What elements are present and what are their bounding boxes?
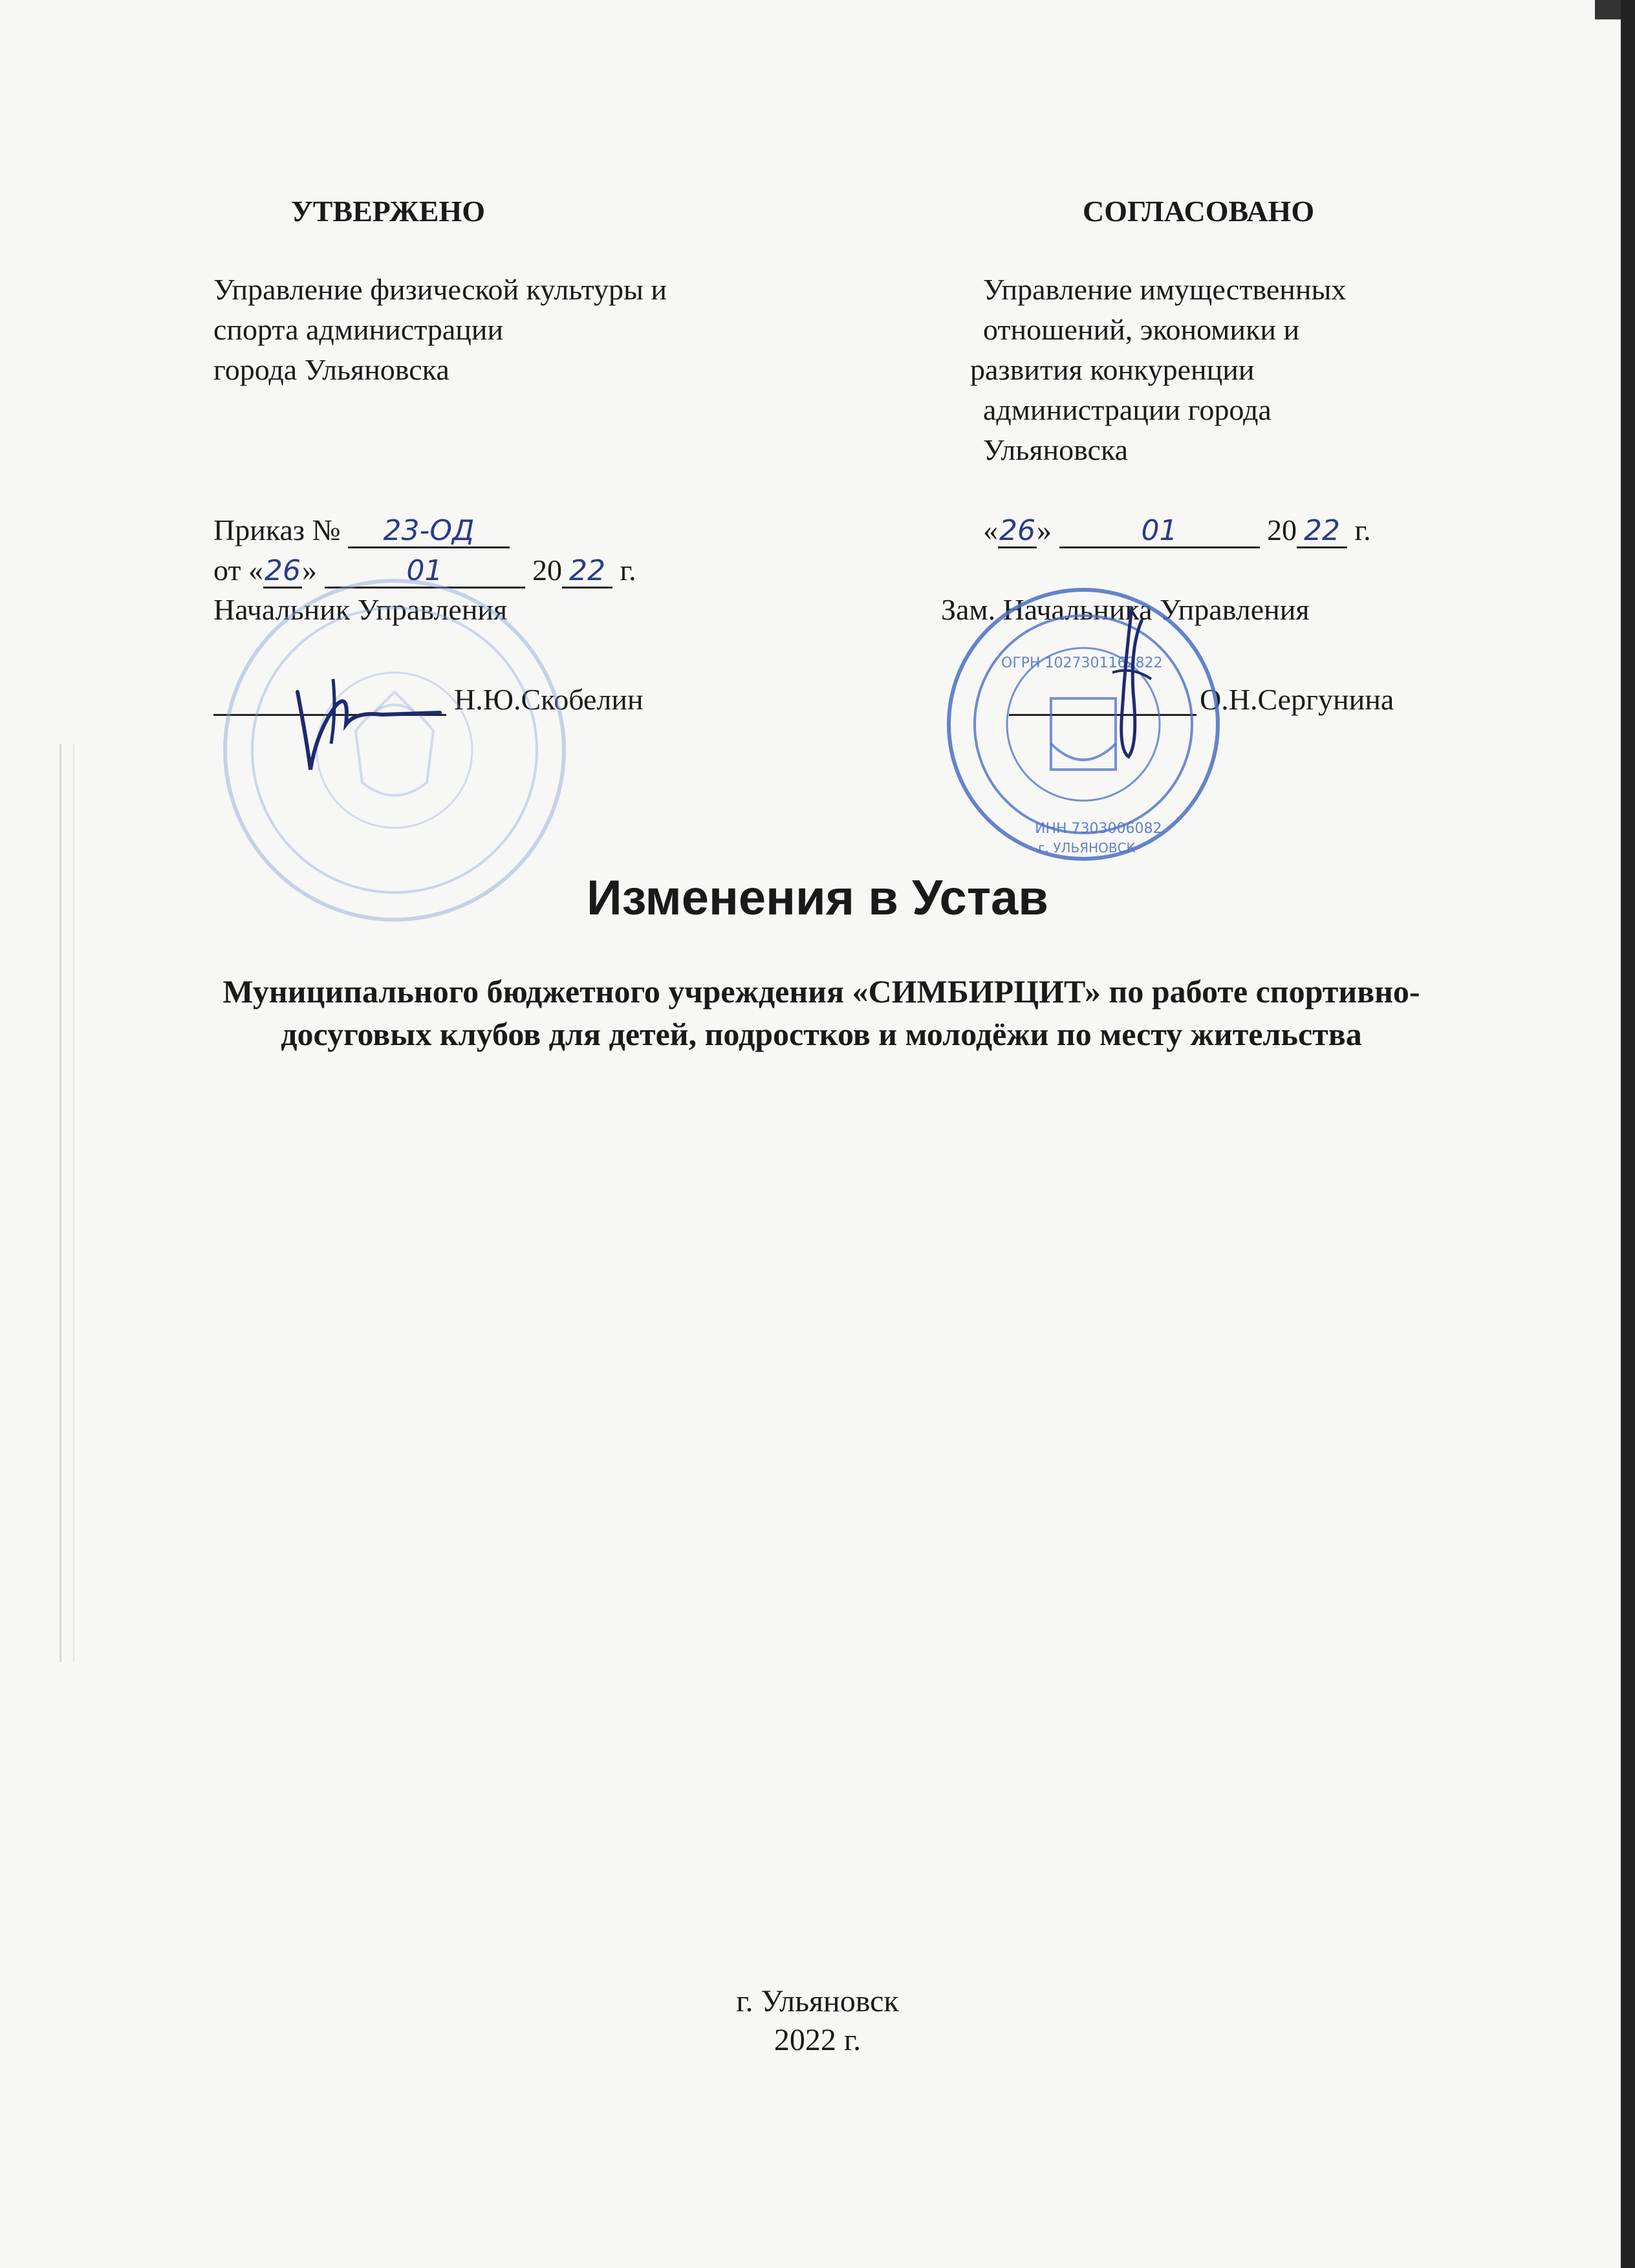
date-suffix: г. [1354, 513, 1371, 546]
order-prefix: Приказ № [213, 513, 341, 546]
date-from: от « [213, 554, 263, 587]
agreed-heading: СОГЛАСОВАНО [1083, 195, 1315, 228]
agreed-position: Зам. Начальника Управления [941, 593, 1310, 626]
date-month: 01 [325, 556, 525, 589]
approved-order-line [213, 511, 510, 550]
document-year: 2022 г. [774, 2023, 861, 2057]
document-city: г. Ульяновск [736, 1984, 899, 2018]
approved-org-line-3: города Ульяновска [213, 353, 449, 386]
date-mid: » [302, 554, 317, 587]
agreed-org-line-5: Ульяновска [983, 433, 1129, 466]
date-mid: » [1037, 513, 1052, 546]
agreed-name: О.Н.Сергунина [1200, 683, 1394, 716]
approved-org-line-1: Управление физической культуры и [213, 273, 667, 306]
date-year: 22 [1297, 515, 1347, 548]
agreed-org-line-1: Управление имущественных [983, 273, 1347, 306]
agreed-org-line-2: отношений, экономики и [983, 313, 1300, 346]
scan-corner [1595, 0, 1621, 19]
date-year: 22 [562, 556, 612, 589]
right-signature [1061, 595, 1190, 776]
date-suffix: г. [620, 554, 636, 587]
date-month: 01 [1059, 515, 1260, 548]
date-day: 26 [265, 554, 301, 587]
date-year-prefix: 20 [1267, 513, 1297, 546]
approved-position: Начальник Управления [213, 593, 508, 626]
right-stamp-ogrn: ОГРН 1027301162822 [1001, 655, 1163, 671]
approved-name: Н.Ю.Скобелин [454, 683, 644, 716]
approved-heading: УТВЕРЖЕНО [291, 195, 486, 228]
scan-edge [1621, 0, 1635, 2268]
right-stamp-inn: ИНН 7303006082 [1035, 821, 1162, 837]
agreed-date-line [983, 511, 1371, 550]
approved-org-line-2: спорта администрации [213, 313, 504, 346]
order-number: 23-ОД [348, 515, 510, 548]
date-open: « [983, 513, 998, 546]
right-stamp-city: г. УЛЬЯНОВСК [1038, 840, 1136, 856]
document-title: Изменения в Устав [586, 870, 1049, 925]
document-subtitle: Муниципального бюджетного учреждения «СИМБИРЦИТ» по работе спортивно-досуговых клубов для детей, подростков и молодёжи по месту жительства [222, 973, 1420, 1052]
agreed-org-line-4: администрации города [983, 393, 1272, 426]
date-year-prefix: 20 [532, 554, 562, 587]
date-day: 26 [999, 514, 1035, 547]
left-signature [272, 653, 453, 789]
agreed-org-line-3: развития конкуренции [970, 353, 1255, 386]
